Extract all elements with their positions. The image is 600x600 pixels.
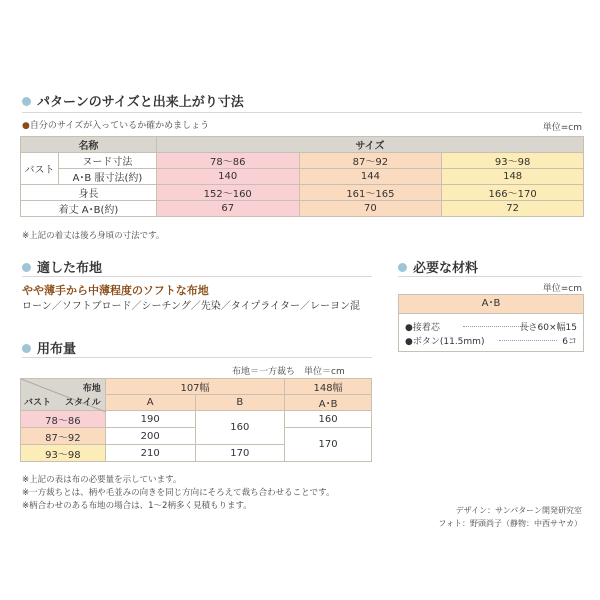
row-label: 着丈 A･B(約)	[21, 201, 157, 217]
size-cell: 78～86	[21, 411, 106, 428]
material-value: 6コ	[562, 337, 577, 347]
cell: 200	[105, 428, 195, 445]
size-note: ●自分のサイズが入っているか確かめましょう	[22, 121, 210, 131]
row-label: 身長	[21, 185, 157, 201]
header-bust: バスト	[24, 398, 52, 408]
cell: 152～160	[156, 185, 299, 201]
cell: 210	[105, 445, 195, 462]
header-size: サイズ	[156, 137, 583, 153]
materials-header: A･B	[399, 295, 583, 314]
materials-box	[398, 294, 584, 352]
cell: 72	[442, 201, 584, 217]
size-footnote: ※上記の着丈は後ろ身頃の寸法です。	[22, 231, 165, 241]
cell: 160	[195, 411, 285, 445]
credit-design: デザイン：サンパターン開発研究室	[455, 506, 582, 515]
cell: 160	[285, 411, 372, 428]
header-name: 名称	[21, 137, 157, 153]
yardage-table	[20, 378, 372, 462]
section-title-materials: 必要な材料	[398, 257, 478, 276]
section-title-size: パターンのサイズと出来上がり寸法	[22, 91, 244, 110]
cell: 70	[299, 201, 442, 217]
bullet-dot-icon	[22, 344, 31, 353]
yardage-note: ※上記の表は布の必要量を示しています。	[22, 475, 182, 485]
size-cell: 93～98	[21, 445, 106, 462]
corner-header	[21, 379, 106, 411]
header-b: B	[195, 395, 285, 411]
bullet-icon: ●	[22, 121, 30, 131]
row-label: A･B 服寸法(約)	[58, 169, 156, 185]
divider	[398, 276, 582, 277]
divider	[22, 112, 582, 113]
header-107: 107幅	[105, 379, 284, 395]
leader-dots	[499, 340, 557, 341]
header-148: 148幅	[285, 379, 372, 395]
bullet-dot-icon	[398, 263, 407, 272]
section-title-fabric: 適した布地	[22, 257, 102, 276]
fabric-subtitle: やや薄手から中薄程度のソフトな布地	[22, 284, 209, 297]
cell: 166～170	[442, 185, 584, 201]
bullet-dot-icon	[22, 97, 31, 106]
material-value: 長さ60×幅15	[519, 323, 577, 333]
size-unit: 単位=cm	[542, 123, 582, 133]
cell: 140	[156, 169, 299, 185]
yardage-note: ※一方裁ちとは、柄や毛並みの向きを同じ方向にそろえて裁ち合わせることです。	[22, 488, 335, 498]
cell: 170	[195, 445, 285, 462]
credit-photo: フォト：野頭尚子（静物：中西サヤカ）	[438, 519, 582, 528]
row-label: ヌード寸法	[58, 153, 156, 169]
material-name: ●ボタン(11.5mm)	[405, 337, 485, 347]
cell: 190	[105, 411, 195, 428]
yardage-unit: 布地＝一方裁ち 単位＝cm	[232, 367, 345, 377]
divider	[22, 357, 372, 358]
cell: 67	[156, 201, 299, 217]
cell: 87～92	[299, 153, 442, 169]
section-title-yardage: 用布量	[22, 338, 76, 357]
bullet-dot-icon	[22, 263, 31, 272]
cell: 148	[442, 169, 584, 185]
cell: 170	[285, 428, 372, 462]
cell: 144	[299, 169, 442, 185]
header-style: スタイル	[64, 398, 101, 408]
yardage-note: ※柄合わせのある布地の場合は、1～2柄多く見積もります。	[22, 501, 252, 511]
materials-unit: 単位=cm	[542, 284, 582, 294]
group-bust: バスト	[21, 153, 59, 185]
header-ab: A･B	[285, 395, 372, 411]
cell: 78～86	[156, 153, 299, 169]
header-a: A	[105, 395, 195, 411]
header-fabric: 布地	[82, 384, 101, 394]
cell: 93～98	[442, 153, 584, 169]
cell: 161～165	[299, 185, 442, 201]
size-cell: 87～92	[21, 428, 106, 445]
fabric-list: ローン／ソフトブロード／シーチング／先染／タイプライター／レーヨン混	[22, 301, 360, 312]
size-table	[20, 136, 584, 217]
material-name: ●接着芯	[405, 323, 440, 333]
divider	[22, 276, 372, 277]
